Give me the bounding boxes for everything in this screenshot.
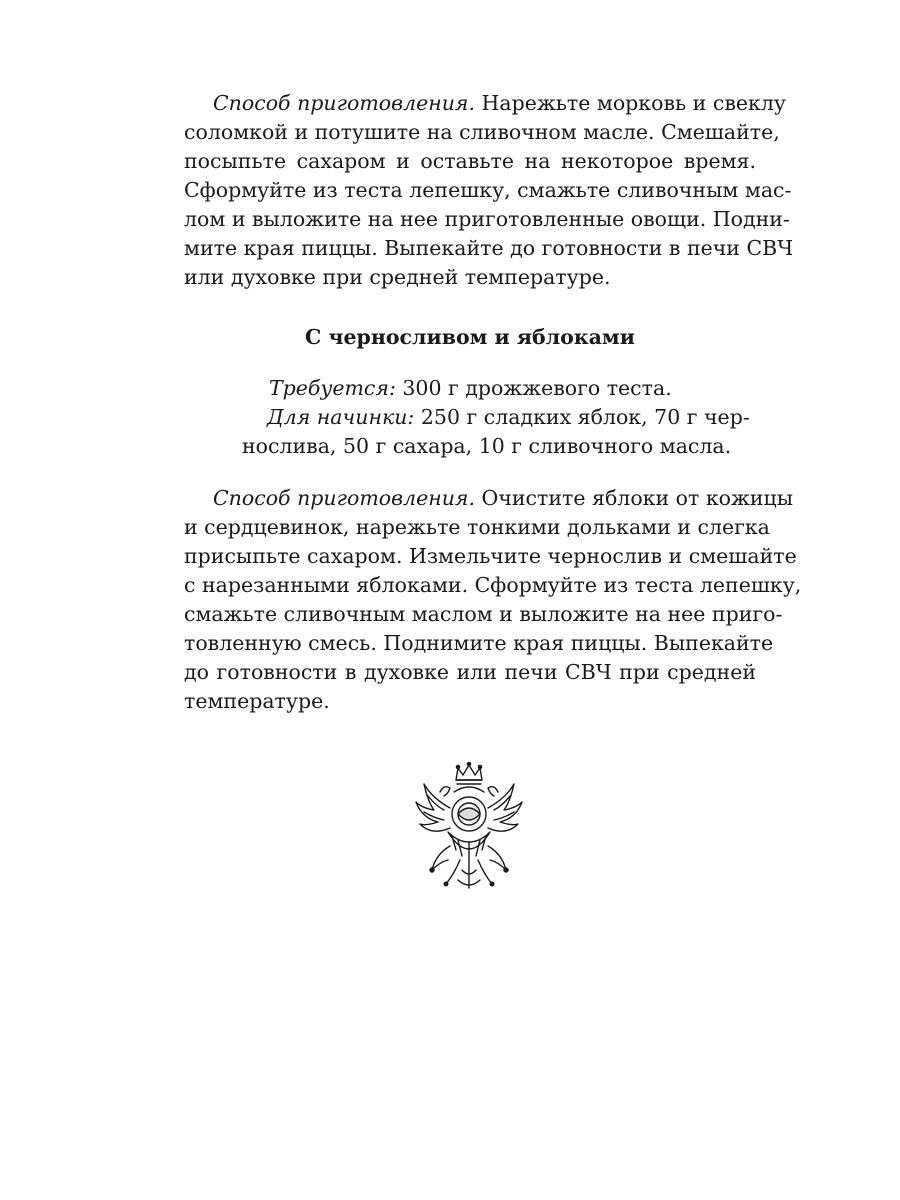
heraldic-crest-icon [410,762,528,892]
recipe-title: С черносливом и яблоками [305,325,635,349]
paragraph-line: температуре. [184,689,330,713]
paragraph-line: Сформуйте из теста лепешку, смажьте сливочным мас- [184,178,792,202]
filling-line: Для начинки: 250 г сладких яблок, 70 г чер- [267,405,750,429]
paragraph-line: соломкой и потушите на сливочном масле. Смешайте, [184,120,780,144]
preparation-paragraph-1 [184,89,794,292]
paragraph-line: смажьте сливочным маслом и выложите на нее приго- [184,602,783,626]
paragraph-line: до готовности в духовке или печи СВЧ при средней [184,660,756,684]
requires-line: Требуется: 300 г дрожжевого теста. [269,376,672,400]
recipe-requirements [238,374,750,461]
paragraph-line: посыпьте сахаром и оставьте на некоторое время. [184,149,756,173]
preparation-label: Способ приготовления. [213,486,476,510]
paragraph-line: с нарезанными яблоками. Сформуйте из теста лепешку, [184,573,802,597]
preparation-paragraph-2 [184,484,802,716]
paragraph-line: Способ приготовления. Очистите яблоки от кожицы [213,486,794,510]
preparation-label: Способ приготовления. [213,91,476,115]
filling-line-2: нослива, 50 г сахара, 10 г сливочного масла. [242,434,732,458]
paragraph-line: или духовке при средней температуре. [184,265,611,289]
filling-label: Для начинки: [267,405,415,429]
paragraph-line: лом и выложите на нее приготовленные овощи. Подни- [184,207,790,231]
paragraph-line: присыпьте сахаром. Измельчите чернослив и смешайте [184,544,797,568]
paragraph-line: мите края пиццы. Выпекайте до готовности в печи СВЧ [184,236,794,260]
requires-label: Требуется: [269,376,396,400]
paragraph-line: товленную смесь. Поднимите края пиццы. Выпекайте [184,631,774,655]
paragraph-line: Способ приготовления. Нарежьте морковь и свеклу [213,91,786,115]
paragraph-line: и сердцевинок, нарежьте тонкими дольками и слегка [184,515,770,539]
